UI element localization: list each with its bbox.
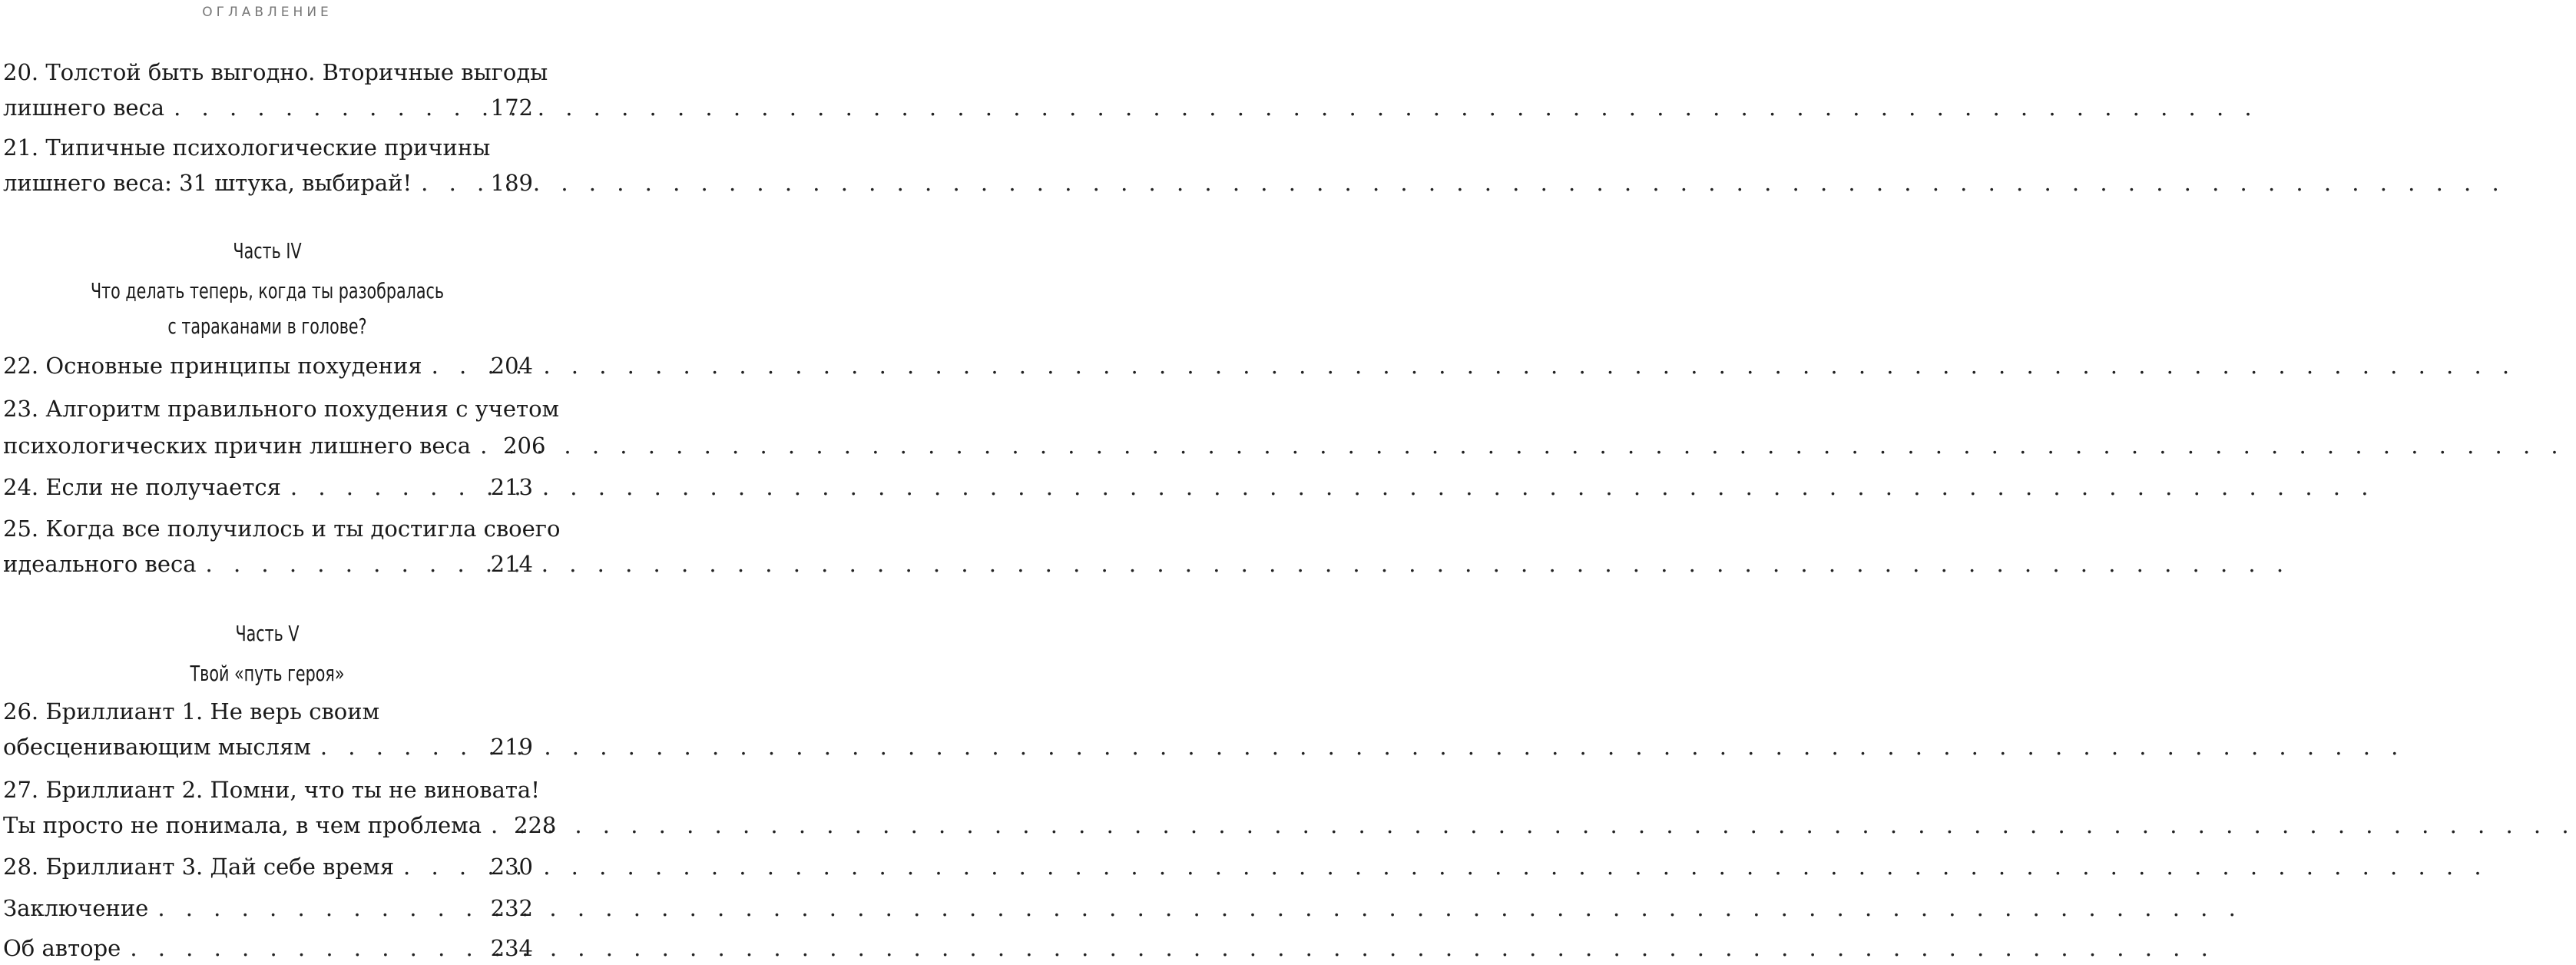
toc-entry-23-line2: психологических причин лишнего веса	[3, 433, 472, 459]
toc-entry-conclusion[interactable]	[3, 893, 533, 924]
toc-entry-25-line2: идеального веса	[3, 551, 197, 577]
toc-entry-20[interactable]	[3, 92, 533, 123]
toc-entry-22[interactable]	[3, 350, 533, 381]
toc-entry-conclusion-label: Заключение	[3, 895, 149, 921]
part-5-label: Часть V	[235, 621, 300, 646]
page-number: 172	[490, 95, 533, 121]
toc-entry-27-line2: Ты просто не понимала, в чем проблема	[3, 812, 482, 838]
toc-entry-21[interactable]	[3, 167, 533, 198]
page-number: 214	[490, 551, 533, 577]
dot-leader	[197, 549, 486, 579]
toc-entry-26-line1: 26. Бриллиант 1. Не верь своим	[3, 698, 380, 725]
toc-entry-20-line2: лишнего веса	[3, 95, 165, 121]
part-4-title-line1: Что делать теперь, когда ты разобралась	[90, 278, 445, 303]
toc-entry-22-line1: 22. Основные принципы похудения	[3, 353, 422, 379]
dot-leader	[482, 810, 509, 841]
toc-entry-26-line2: обесценивающим мыслям	[3, 734, 311, 760]
page-number: 206	[503, 433, 546, 459]
toc-entry-27[interactable]	[3, 810, 557, 841]
toc-entry-21-line1: 21. Типичные психологические причины	[3, 134, 491, 161]
dot-leader	[471, 430, 498, 461]
dot-leader	[422, 350, 486, 381]
page-number: 232	[490, 895, 533, 921]
toc-entry-28-line1: 28. Бриллиант 3. Дай себе время	[3, 854, 395, 880]
dot-leader	[281, 472, 486, 502]
part-4-label: Часть IV	[233, 238, 302, 264]
dot-leader	[394, 851, 486, 882]
toc-entry-21-line2: лишнего веса: 31 штука, выбирай!	[3, 170, 412, 196]
toc-entry-25-line1: 25. Когда все получилось и ты достигла своего	[3, 516, 561, 542]
part-5-title-line1: Твой «путь героя»	[190, 661, 345, 686]
dot-leader	[311, 731, 486, 762]
part-4-title-line2: с тараканами в голове?	[167, 313, 367, 339]
page-number: 230	[490, 854, 533, 880]
page-number: 213	[490, 474, 533, 500]
toc-entry-24[interactable]	[3, 472, 533, 502]
toc-entry-24-line1: 24. Если не получается	[3, 474, 281, 500]
page-number: 204	[490, 353, 533, 379]
page-number: 228	[514, 812, 557, 838]
page-number: 234	[490, 935, 533, 961]
dot-leader	[121, 933, 485, 963]
toc-entry-28[interactable]	[3, 851, 533, 882]
dot-leader	[164, 92, 486, 123]
toc-entry-27-line1: 27. Бриллиант 2. Помни, что ты не виновата!	[3, 777, 540, 803]
toc-entry-23[interactable]	[3, 430, 546, 461]
running-header: ОГЛАВЛЕНИЕ	[202, 5, 333, 20]
toc-entry-about-author-label: Об авторе	[3, 935, 121, 961]
toc-entry-20-line1: 20. Толстой быть выгодно. Вторичные выгоды	[3, 59, 548, 85]
page-number: 189	[490, 170, 533, 196]
toc-entry-about-author[interactable]	[3, 933, 533, 963]
toc-entry-23-line1: 23. Алгоритм правильного похудения с учетом	[3, 396, 560, 422]
dot-leader	[148, 893, 485, 924]
page-number: 219	[490, 734, 533, 760]
toc-entry-26[interactable]	[3, 731, 533, 762]
dot-leader	[412, 167, 485, 198]
toc-entry-25[interactable]	[3, 549, 533, 579]
